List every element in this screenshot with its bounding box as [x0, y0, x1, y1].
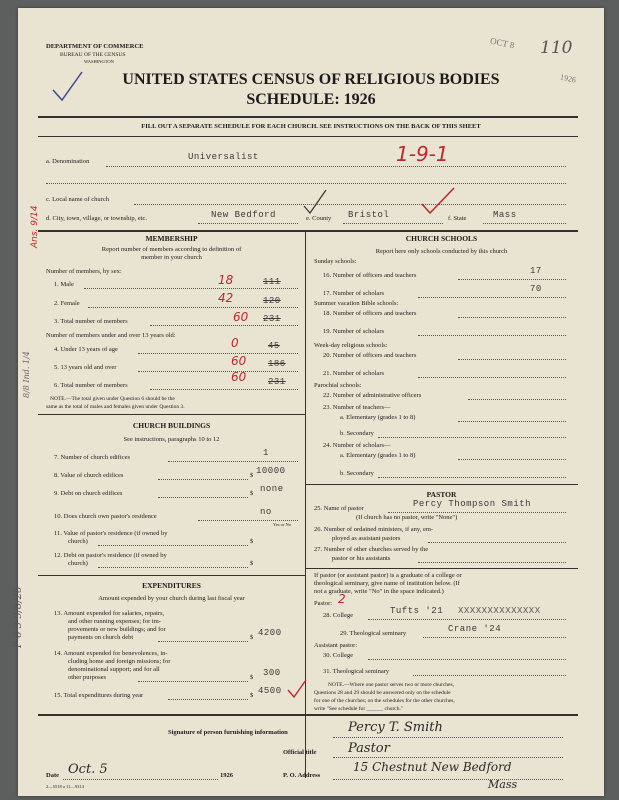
by-sex-label: Number of members, by sex: — [46, 268, 122, 275]
over13-label: 5. 13 years old and over — [54, 364, 117, 371]
q17-label: 17. Number of scholars — [323, 290, 385, 297]
q24b-line — [378, 477, 566, 478]
q16-value: 17 — [530, 266, 542, 276]
q21-line — [418, 377, 566, 378]
total2-label: 6. Total number of members — [54, 382, 128, 389]
q16-label: 16. Number of officers and teachers — [323, 272, 417, 279]
pastor-note4: write "See schedule for ______ church." — [314, 706, 404, 712]
margin-note-3: 8/8 Ind. 1/4 — [22, 351, 31, 398]
q24-label: 24. Number of scholars— — [323, 442, 391, 449]
female-line — [88, 307, 298, 308]
city-value: New Bedford — [211, 210, 276, 220]
q13-line — [158, 641, 248, 642]
q16-line — [458, 279, 566, 280]
grad-line2: theological seminary, give name of institution below. (If — [314, 580, 460, 587]
q11-line — [98, 545, 248, 546]
q9-line — [158, 497, 248, 498]
under13-value: 45 — [268, 341, 280, 351]
summer-label: Summer vacation Bible schools: — [314, 300, 399, 307]
q20-label: 20. Number of officers and teachers — [323, 352, 417, 359]
male-label: 1. Male — [54, 281, 74, 288]
q30-line — [368, 659, 566, 660]
q12-line — [98, 567, 248, 568]
city-field-label: d. City, town, village, or township, etc. — [46, 215, 148, 222]
top-rule — [38, 116, 578, 118]
q12-dollar: $ — [250, 560, 254, 567]
official-title-label: Official title — [283, 749, 317, 756]
q26-label-a: 26. Number of ordained ministers, if any, em- — [314, 526, 434, 533]
q26-label-b: ployed as assistant pastors — [332, 535, 401, 542]
q30-label: 30. College — [323, 652, 353, 659]
denomination-code: 1-9-1 — [396, 142, 449, 166]
q19-line — [418, 335, 566, 336]
q12-label-b: church) — [68, 560, 88, 567]
q23b-line — [378, 437, 566, 438]
under13-label: 4. Under 13 years of age — [54, 346, 118, 353]
over13-value: 186 — [268, 359, 286, 369]
q14-label-a: 14. Amount expended for benevolences, in- — [54, 650, 168, 657]
parochial-label: Parochial schools: — [314, 382, 362, 389]
stamp-year: 1926 — [559, 72, 577, 85]
q25-label: 25. Name of pastor — [314, 505, 364, 512]
membership-heading: MEMBERSHIP — [145, 234, 198, 243]
q25-line — [388, 512, 566, 513]
over13-red: 60 — [231, 354, 247, 368]
q19-label: 19. Number of scholars — [323, 328, 385, 335]
membership-sub2: member in your church — [141, 254, 202, 261]
dept-label: DEPARTMENT OF COMMERCE — [46, 43, 144, 50]
q22-line — [468, 399, 566, 400]
schools-sub: Report here only schools conducted by this church — [375, 248, 508, 255]
q24a-line — [458, 459, 566, 460]
q28-label: 28. College — [323, 612, 353, 619]
membership-note2: same as the total of males and females given under Question 3. — [46, 404, 185, 410]
q13-label-a: 13. Amount expended for salaries, repairs, — [54, 610, 165, 617]
total-red: 60 — [233, 310, 249, 324]
q9-label: 9. Debt on church edifices — [54, 490, 123, 497]
q18-line — [458, 317, 566, 318]
footer-rule — [38, 714, 578, 716]
total2-line — [150, 389, 298, 390]
q15-line — [168, 699, 248, 700]
q13-label-d: payments on church debt — [68, 634, 134, 641]
bureau-label: BUREAU OF THE CENSUS — [60, 52, 126, 58]
pastor-note3: for one of the churches; on the schedules for the other churches, — [314, 698, 455, 704]
under13-line — [138, 353, 298, 354]
male-red: 18 — [218, 273, 234, 287]
q29-label: 29. Theological seminary — [340, 630, 407, 637]
q17-value: 70 — [530, 284, 542, 294]
q27-label-a: 27. Number of other churches served by the — [314, 546, 429, 553]
denomination-value: Universalist — [188, 152, 259, 162]
female-value: 120 — [263, 296, 281, 306]
official-title-line — [333, 757, 563, 758]
q23a-label: a. Elementary (grades 1 to 8) — [340, 414, 416, 421]
denomination-line-b — [46, 183, 566, 184]
date-label: Date — [46, 772, 59, 779]
female-label: 2. Female — [54, 300, 80, 307]
grad-line3: not a graduate, write "No" in the space indicated.) — [314, 588, 444, 595]
q17-line — [418, 297, 566, 298]
q31-label: 31. Theological seminary — [323, 668, 390, 675]
expenditures-sub: Amount expended by your church during last fiscal year — [98, 595, 245, 602]
stamp-number: 110 — [540, 38, 573, 58]
q9-dollar: $ — [250, 490, 254, 497]
total2-red: 60 — [231, 370, 247, 384]
date-line — [63, 779, 218, 780]
denomination-label: a. Denomination — [46, 158, 90, 165]
checkmark-icon — [300, 186, 330, 216]
po-address-value: 15 Chestnut New Bedford — [353, 760, 512, 774]
q8-dollar: $ — [250, 472, 254, 479]
q11-label-a: 11. Value of pastor's residence (if owned by — [54, 530, 168, 537]
under13-red: 0 — [231, 336, 239, 350]
pastor-sub-label: Pastor: — [314, 600, 333, 607]
q27-label-b: pastor or his assistants — [332, 555, 391, 562]
signature-value: Percy T. Smith — [348, 720, 443, 735]
q23b-label: b. Secondary — [340, 430, 374, 437]
q28-value: Tufts '21 — [390, 606, 444, 616]
state-value: Mass — [493, 210, 517, 220]
q14-value: 300 — [263, 668, 281, 678]
q28-line — [368, 619, 566, 620]
signature-line — [333, 737, 563, 738]
membership-note1: NOTE.—The total given under Question 6 should be the — [50, 396, 175, 402]
q10-value: no — [260, 507, 272, 517]
q10-hint: Yes or No — [273, 522, 292, 527]
q8-label: 8. Value of church edifices — [54, 472, 124, 479]
pastor-note1: NOTE.—Where one pastor serves two or more churches, — [328, 682, 454, 688]
q31-line — [413, 675, 566, 676]
weekday-label: Week-day religious schools: — [314, 342, 388, 349]
q25-hint: (If church has no pastor, write "None") — [356, 514, 458, 521]
state-line — [483, 223, 566, 224]
pastor-heading: PASTOR — [426, 490, 457, 499]
male-line — [84, 288, 298, 289]
total-value: 231 — [263, 314, 281, 324]
q7-line — [168, 461, 298, 462]
q29-value: Crane '24 — [448, 624, 502, 634]
assistant-label: Assistant pastor: — [314, 642, 358, 649]
margin-note-2: Ans. 9/14 — [30, 205, 40, 248]
schedule-title: SCHEDULE: 1926 — [246, 91, 376, 108]
state-label: f. State — [448, 215, 467, 222]
q7-label: 7. Number of church edifices — [54, 454, 130, 461]
total-members-label: 3. Total number of members — [54, 318, 128, 325]
q20-line — [458, 359, 566, 360]
po-address-label: P. O. Address — [283, 772, 321, 779]
q13-value: 4200 — [258, 628, 282, 638]
q27-line — [418, 562, 566, 563]
schools-rule — [305, 484, 578, 485]
membership-sub1: Report number of members according to definition of — [101, 246, 242, 253]
q13-label-b: and other running expenses; for im- — [68, 618, 161, 625]
denomination-line — [106, 166, 566, 167]
q18-label: 18. Number of officers and teachers — [323, 310, 417, 317]
form-number: 2—5518 a 11—9314 — [46, 784, 84, 789]
margin-note-1: F 6 3 9/8/26 — [13, 586, 24, 648]
q28-strikeout: XXXXXXXXXXXXXX — [458, 606, 541, 616]
county-value: Bristol — [348, 210, 390, 220]
q23a-line — [458, 421, 566, 422]
year-label: 1926 — [220, 772, 233, 779]
expenditures-heading: EXPENDITURES — [142, 581, 201, 590]
q10-label: 10. Does church own pastor's residence — [54, 513, 157, 520]
q21-label: 21. Number of scholars — [323, 370, 385, 377]
county-line — [343, 223, 443, 224]
male-value: 111 — [263, 277, 281, 287]
city-label: WASHINGTON — [84, 59, 114, 64]
q14-label-b: cluding home and foreign missions; for — [68, 658, 171, 665]
checkmark-icon — [418, 186, 458, 216]
q11-label-b: church) — [68, 538, 88, 545]
membership-rule — [38, 414, 305, 415]
q15-value: 4500 — [258, 686, 282, 696]
schools-heading: CHURCH SCHOOLS — [405, 234, 478, 243]
checkmark-icon — [286, 678, 308, 700]
census-schedule-form — [13, 8, 604, 796]
q8-line — [158, 479, 248, 480]
q25-value: Percy Thompson Smith — [413, 499, 532, 509]
q14-line — [138, 681, 248, 682]
date-value: Oct. 5 — [68, 762, 108, 777]
q24a-label: a. Elementary (grades 1 to 8) — [340, 452, 416, 459]
pastor-red-mark: 2 — [338, 592, 346, 606]
q13-dollar: $ — [250, 634, 254, 641]
sunday-label: Sunday schools: — [314, 258, 357, 265]
q13-label-c: provements or new buildings; and for — [68, 626, 166, 633]
over13-line — [138, 371, 298, 372]
local-name-line — [134, 204, 566, 205]
buildings-rule — [38, 575, 305, 576]
q24b-label: b. Secondary — [340, 470, 374, 477]
instructions-rule — [38, 136, 578, 137]
pastor-note2: Questions 28 and 29 should be answered only on the schedule — [314, 690, 451, 696]
total2-value: 231 — [268, 377, 286, 387]
total-line — [150, 325, 298, 326]
county-label: e. County — [306, 215, 332, 222]
q14-label-c: denominational support; and for all — [68, 666, 160, 673]
section-rule — [38, 230, 578, 232]
q11-dollar: $ — [250, 538, 254, 545]
checkmark-icon — [48, 68, 88, 108]
po-address-value2: Mass — [488, 778, 518, 791]
q22-label: 22. Number of administrative officers — [323, 392, 422, 399]
received-stamp-date: OCT 8 — [489, 35, 516, 51]
q14-dollar: $ — [250, 674, 254, 681]
q9-value: none — [260, 484, 284, 494]
q29-line — [423, 637, 566, 638]
q23-label: 23. Number of teachers— — [323, 404, 391, 411]
po-address-line — [333, 779, 563, 780]
form-title: UNITED STATES CENSUS OF RELIGIOUS BODIES — [122, 71, 500, 88]
age-heading: Number of members under and over 13 years old: — [46, 332, 176, 339]
q7-value: 1 — [263, 448, 269, 458]
official-title-value: Pastor — [348, 741, 390, 756]
q8-value: 10000 — [256, 466, 286, 476]
q15-dollar: $ — [250, 692, 254, 699]
buildings-sub: See instructions, paragraphs 10 to 12 — [123, 436, 220, 443]
pastor-rule — [305, 568, 578, 569]
buildings-heading: CHURCH BUILDINGS — [132, 421, 211, 430]
q15-label: 15. Total expenditures during year — [54, 692, 144, 699]
q12-label-a: 12. Debt on pastor's residence (if owned by — [54, 552, 167, 559]
city-line — [198, 223, 298, 224]
instructions-banner: FILL OUT A SEPARATE SCHEDULE FOR EACH CHURCH. SEE INSTRUCTIONS ON THE BACK OF THIS SHEET — [141, 123, 481, 130]
signature-label: Signature of person furnishing information — [168, 729, 288, 736]
grad-line1: If pastor (or assistant pastor) is a graduate of a college or — [314, 572, 462, 579]
q26-line — [428, 542, 566, 543]
female-red: 42 — [218, 291, 234, 305]
q14-label-d: other purposes — [68, 674, 107, 681]
local-name-label: c. Local name of church — [46, 196, 109, 203]
q10-line — [198, 520, 298, 521]
